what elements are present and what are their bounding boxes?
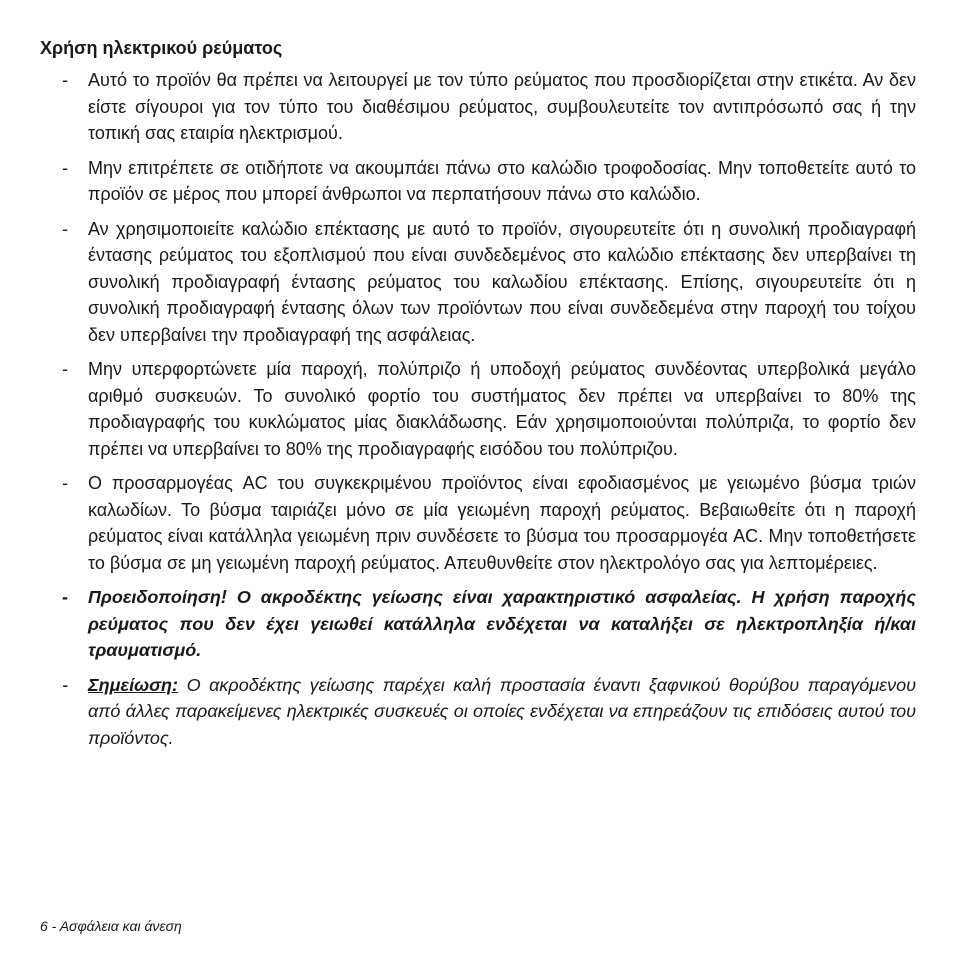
list-item-text: Μην υπερφορτώνετε μία παροχή, πολύπριζο ή υποδοχή ρεύματος συνδέοντας υπερβολικά μεγάλο αριθμό συσκευών. Το συνολικό φορτίο του συστήματος δεν πρέπει να υπερβαίνει το 80% της προδιαγραφής του κυκλώματος μίας διακλάδωσης. Εάν χρησιμοποιούνται πολύπριζα, το φορτίο δεν πρέπει να υπερβαίνει το 80% της προδιαγραφής εισόδου του πολύπριζου.: [88, 359, 916, 459]
bullet-dash: -: [62, 218, 68, 239]
list-item: [60, 155, 916, 208]
list-item-text: Αυτό το προϊόν θα πρέπει να λειτουργεί με τον τύπο ρεύματος που προσδιορίζεται στην ετικέτα. Αν δεν είστε σίγουροι για τον τύπο του διαθέσιμου ρεύματος, συμβουλευτείτε τον αντιπρόσωπό σας ή την τοπική σας εταιρία ηλεκτρισμού.: [88, 70, 916, 143]
bullet-dash: -: [62, 473, 68, 493]
bullet-dash: -: [62, 587, 68, 607]
bullet-dash: -: [62, 157, 68, 178]
warning-text: Προειδοποίηση! Ο ακροδέκτης γείωσης είναι χαρακτηριστικό ασφαλείας. Η χρήση παροχής ρεύματος που δεν έχει γειωθεί κατάλληλα ενδέχεται να καταλήξει σε ηλεκτροπληξία ή/και τραυματισμό.: [88, 587, 916, 660]
warning-item: [60, 584, 916, 664]
list-item: [60, 356, 916, 462]
list-item: [60, 67, 916, 147]
safety-list: [60, 67, 916, 759]
list-item: [60, 470, 916, 576]
note-item: [60, 672, 916, 752]
note-label: Σημείωση:: [88, 674, 179, 695]
list-item: [60, 216, 916, 349]
page-footer: 6 - Ασφάλεια και άνεση: [40, 918, 182, 934]
bullet-dash: -: [62, 674, 68, 695]
list-item-text: Ο προσαρμογέας AC του συγκεκριμένου προϊόντος είναι εφοδιασμένος με γειωμένο βύσμα τριών καλωδίων. Το βύσμα ταιριάζει μόνο σε μία γειωμένη παροχή ρεύματος. Βεβαιωθείτε ότι η παροχή ρεύματος είναι κατάλληλα γειωμένη πριν συνδέσετε το βύσμα του προσαρμογέα AC. Μην τοποθετήσετε το βύσμα σε μη γειωμένη παροχή ρεύματος. Απευθυνθείτε στον ηλεκτρολόγο σας για λεπτομέρειες.: [88, 473, 916, 573]
list-item-text: Μην επιτρέπετε σε οτιδήποτε να ακουμπάει πάνω στο καλώδιο τροφοδοσίας. Μην τοποθετείτε αυτό το προϊόν σε μέρος που μπορεί άνθρωποι να περπατήσουν πάνω στο καλώδιο.: [88, 157, 916, 204]
bullet-dash: -: [62, 359, 68, 379]
list-item-text: Αν χρησιμοποιείτε καλώδιο επέκτασης με αυτό το προϊόν, σιγουρευτείτε ότι η συνολική προδιαγραφή έντασης ρεύματος του εξοπλισμού που είναι συνδεδεμένος στο καλώδιο επέκτασης δεν υπερβαίνει τη συνολική προδιαγραφή έντασης ρεύματος του καλωδίου επέκτασης. Επίσης, σιγουρευτείτε ότι η συνολική προδιαγραφή έντασης όλων των προϊόντων που είναι συνδεδεμένα στην παροχή του τοίχου δεν υπερβαίνει την προδιαγραφή της ασφάλειας.: [88, 218, 916, 345]
bullet-dash: -: [62, 70, 68, 90]
section-heading: Χρήση ηλεκτρικού ρεύματος: [40, 38, 283, 58]
note-text: Ο ακροδέκτης γείωσης παρέχει καλή προστασία έναντι ξαφνικού θορύβου παραγόμενου από άλλες παρακείμενες ηλεκτρικές συσκευές οι οποίες ενδέχεται να επηρεάζουν τις επιδόσεις αυτού του προϊόντος.: [88, 674, 916, 748]
